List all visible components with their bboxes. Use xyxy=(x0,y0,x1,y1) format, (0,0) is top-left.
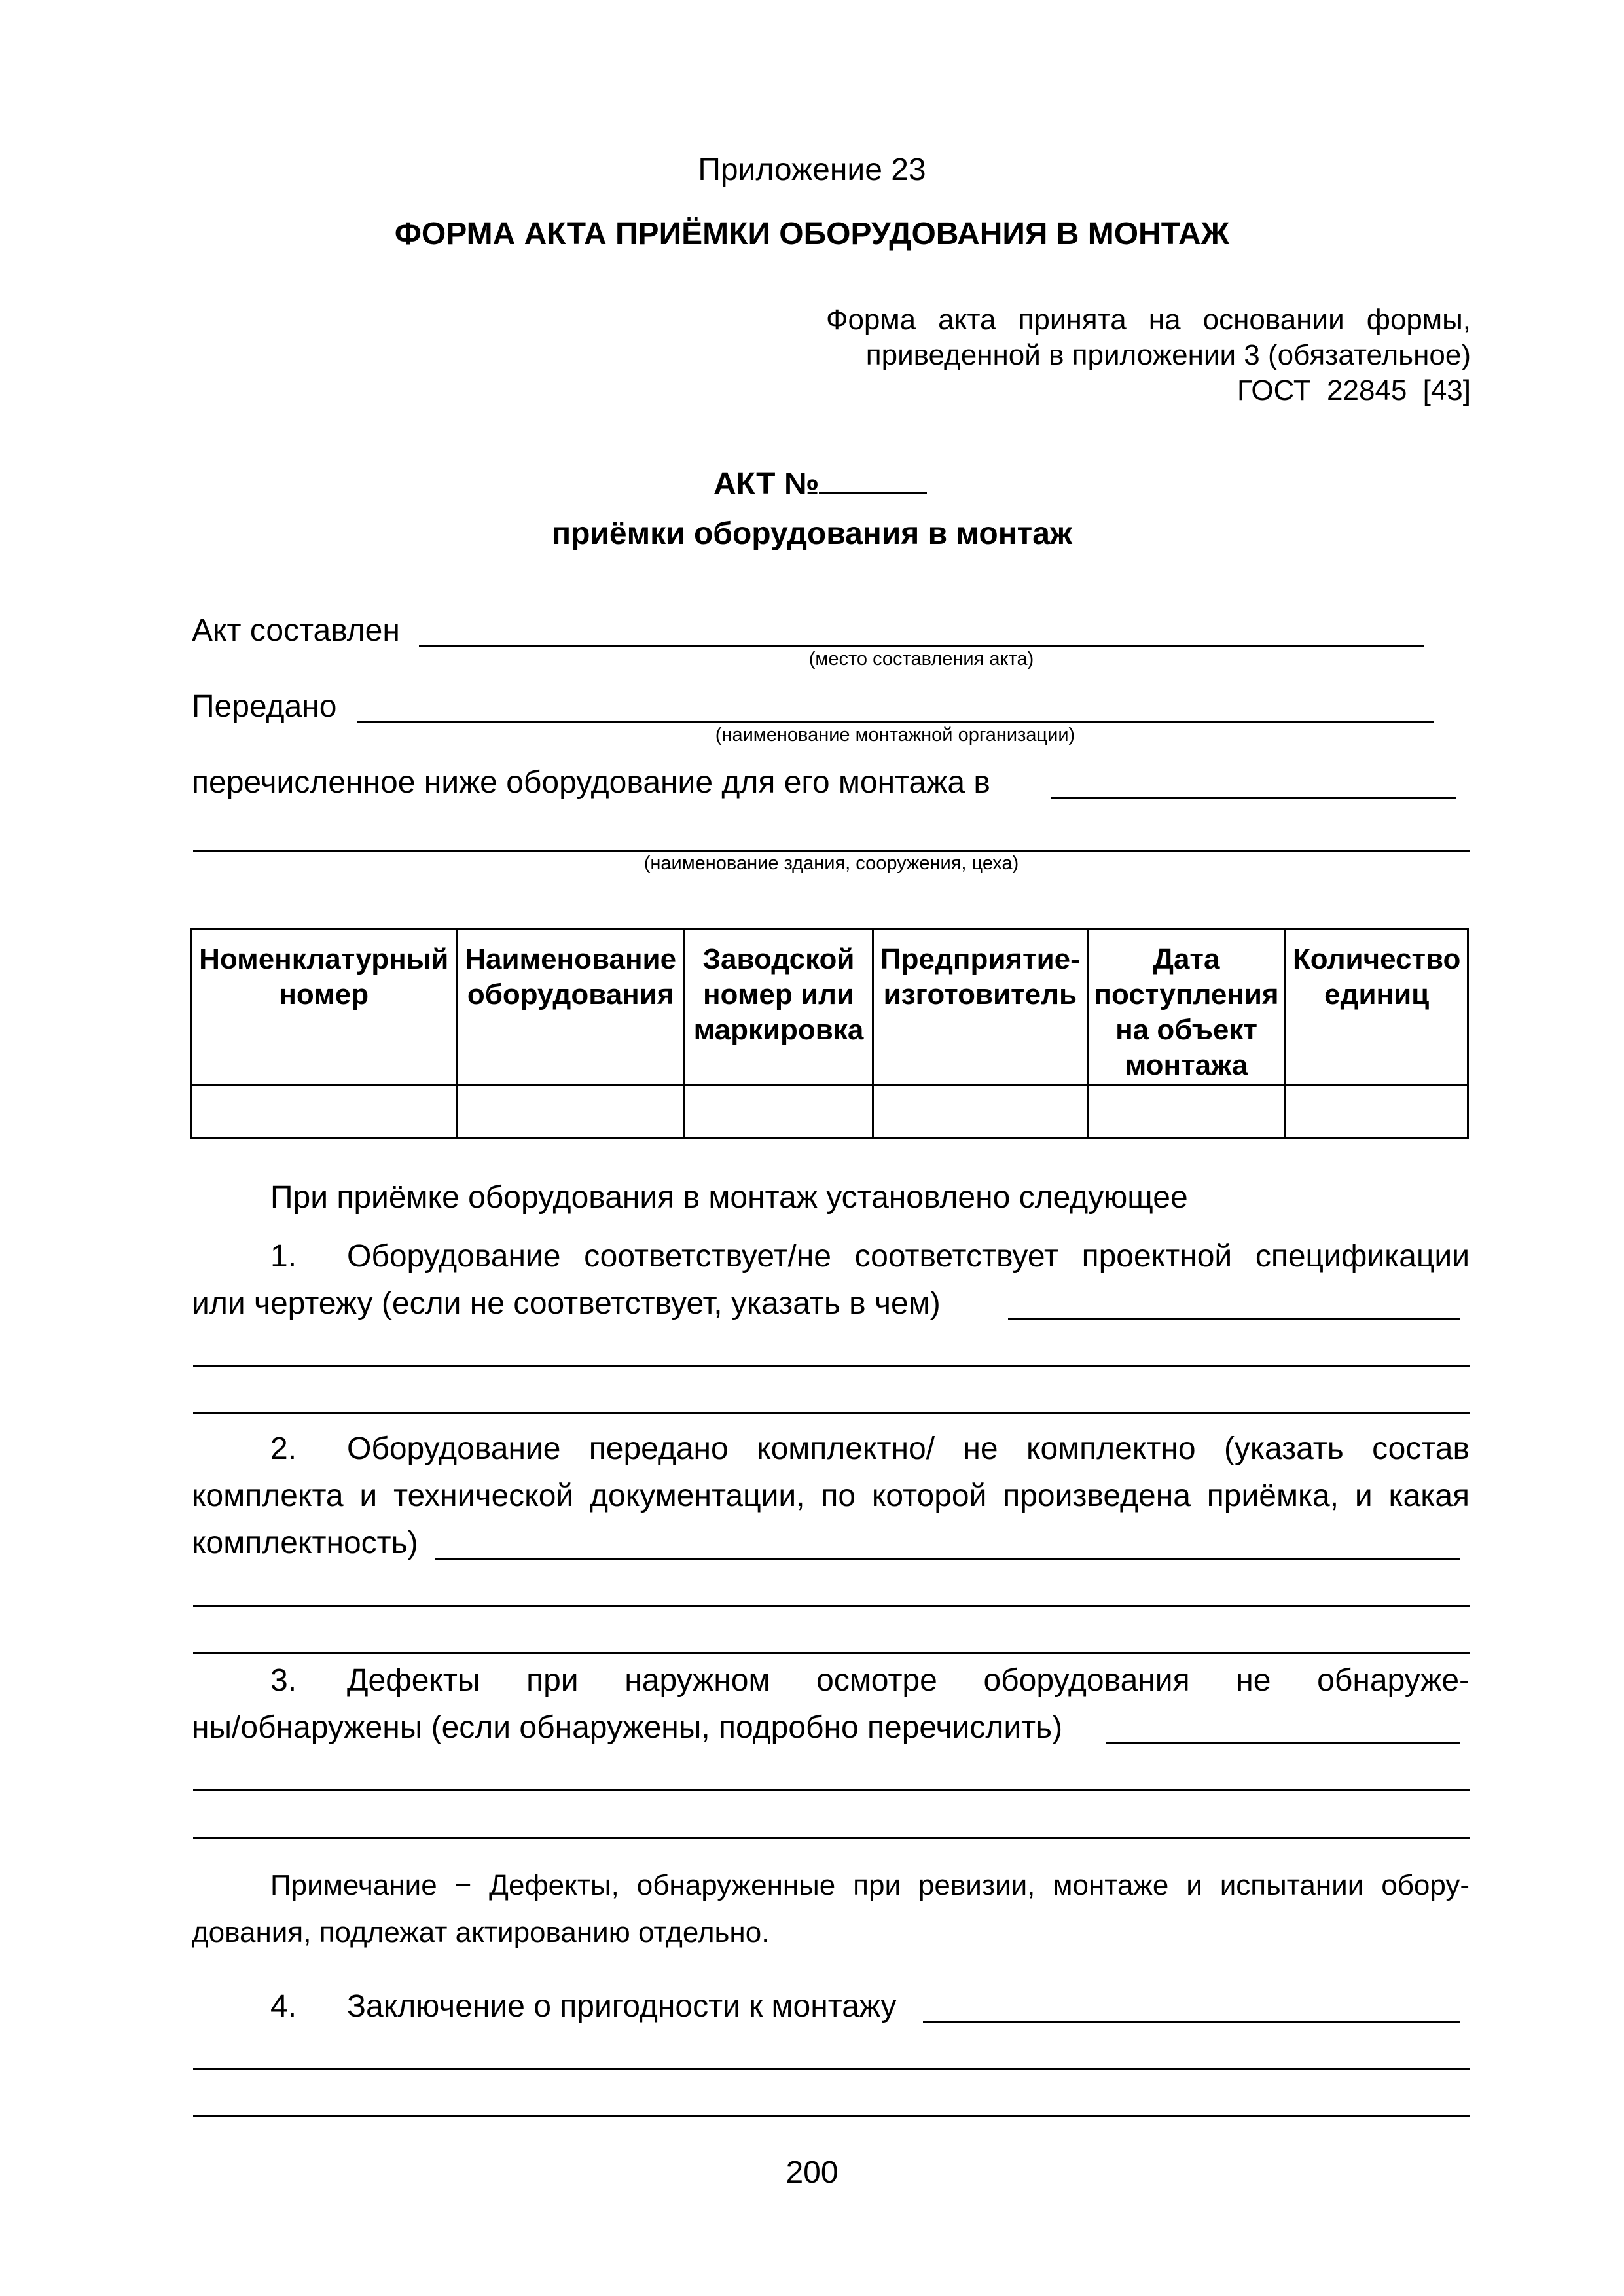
item2-line1: Оборудование передано комплектно/ не комплектно (указать состав xyxy=(347,1431,1470,1466)
equipment-table xyxy=(190,928,1469,1139)
col-manufacturer: Предприятие-изготовитель xyxy=(873,929,1088,1085)
appendix-label: Приложение 23 xyxy=(698,152,926,187)
act-subtitle: приёмки оборудования в монтаж xyxy=(552,516,1072,551)
act-number-label: АКТ № xyxy=(713,467,820,501)
note-line1: Примечание − Дефекты, обнаруженные при ревизии, монтаже и испытании обору- xyxy=(270,1869,1470,1901)
basis-line-2: приведенной в приложении 3 (обязательное) xyxy=(865,339,1471,371)
item2-field-2[interactable] xyxy=(193,1605,1470,1607)
item2-line2: комплекта и технической документации, по которой произведена приёмка, и какая xyxy=(192,1479,1470,1513)
item4-field[interactable] xyxy=(923,2021,1460,2023)
item2-field-3[interactable] xyxy=(193,1652,1470,1654)
col-arrival-date: Дата поступления на объект монтажа xyxy=(1087,929,1286,1085)
item4-field-2[interactable] xyxy=(193,2068,1470,2070)
item1-field[interactable] xyxy=(1008,1318,1460,1320)
compiled-caption: (место составления акта) xyxy=(808,649,1034,670)
item3-field-2[interactable] xyxy=(193,1789,1470,1791)
col-equipment-name: Наименование оборудования xyxy=(457,929,684,1085)
item4-field-3[interactable] xyxy=(193,2115,1470,2117)
item1-line2: или чертежу (если не соответствует, указать в чем) xyxy=(192,1286,941,1321)
item2-line3: комплектность) xyxy=(192,1526,418,1560)
table-cell[interactable] xyxy=(684,1085,873,1138)
act-number-blank[interactable] xyxy=(819,465,927,494)
form-title: ФОРМА АКТА ПРИЁМКИ ОБОРУДОВАНИЯ В МОНТАЖ xyxy=(394,217,1230,251)
findings-intro: При приёмке оборудования в монтаж установлено следующее xyxy=(270,1180,1188,1215)
note-line2: дования, подлежат актированию отдельно. xyxy=(192,1916,770,1948)
transferred-caption: (наименование монтажной организации) xyxy=(715,725,1075,745)
item3-line1: Дефекты при наружном осмотре оборудования не обнаруже- xyxy=(347,1663,1470,1698)
item1-number: 1. xyxy=(270,1239,297,1274)
page-number: 200 xyxy=(785,2155,839,2190)
item2-number: 2. xyxy=(270,1431,297,1466)
equipment-field[interactable] xyxy=(1051,797,1456,799)
basis-line-3: ГОСТ 22845 [43] xyxy=(1237,374,1471,406)
item4-number: 4. xyxy=(270,1989,297,2024)
transferred-label: Передано xyxy=(192,689,337,724)
item3-number: 3. xyxy=(270,1663,297,1698)
transferred-field[interactable] xyxy=(357,721,1434,723)
col-nomenclature-number: Номенклатурный номер xyxy=(191,929,457,1085)
item4-text: Заключение о пригодности к монтажу xyxy=(347,1989,897,2024)
compiled-label: Акт составлен xyxy=(192,613,400,648)
item3-field-3[interactable] xyxy=(193,1837,1470,1839)
col-serial-number: Заводской номер или маркировка xyxy=(684,929,873,1085)
item1-line1: Оборудование соответствует/не соответствует проектной спецификации xyxy=(347,1239,1470,1274)
act-number xyxy=(713,465,927,504)
table-cell[interactable] xyxy=(873,1085,1088,1138)
item3-line2: ны/обнаружены (если обнаружены, подробно перечислить) xyxy=(192,1710,1063,1745)
table-row xyxy=(191,1085,1468,1138)
table-cell[interactable] xyxy=(191,1085,457,1138)
table-header-row xyxy=(191,929,1468,1085)
item1-field-2[interactable] xyxy=(193,1365,1470,1367)
basis-line-1: Форма акта принята на основании формы, xyxy=(826,304,1471,336)
building-caption: (наименование здания, сооружения, цеха) xyxy=(643,853,1019,874)
table-cell[interactable] xyxy=(1087,1085,1286,1138)
item3-field[interactable] xyxy=(1106,1742,1460,1744)
compiled-field[interactable] xyxy=(419,645,1424,647)
item1-field-3[interactable] xyxy=(193,1412,1470,1414)
table-cell[interactable] xyxy=(1286,1085,1468,1138)
table-cell[interactable] xyxy=(457,1085,684,1138)
item2-field[interactable] xyxy=(435,1558,1460,1560)
equipment-label: перечисленное ниже оборудование для его монтажа в xyxy=(192,765,990,800)
col-quantity: Количество единиц xyxy=(1286,929,1468,1085)
building-field[interactable] xyxy=(193,850,1470,852)
